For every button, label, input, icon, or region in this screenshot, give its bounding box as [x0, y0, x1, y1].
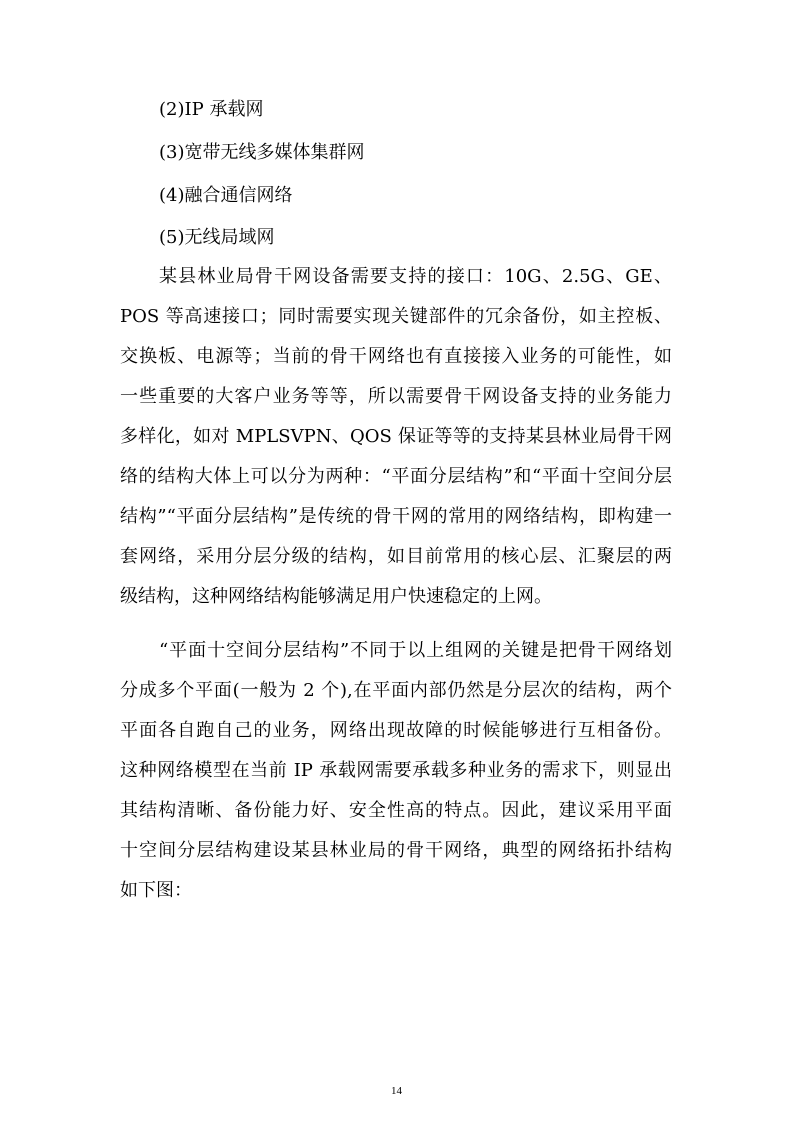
list-item-ip-network: (2)IP 承载网 [159, 99, 264, 120]
list-item-converged-communication: (4)融合通信网络 [159, 185, 293, 206]
paragraph-line: 多样化，如对 MPLSVPN、QOS 保证等等的支持某县林业局骨干网 [120, 426, 672, 447]
paragraph-line: 其结构清晰、备份能力好、安全性高的特点。因此，建议采用平面 [120, 800, 672, 821]
paragraph-line: “平面十空间分层结构”不同于以上组网的关键是把骨干网络划 [159, 640, 672, 661]
paragraph-backbone-interfaces [120, 257, 672, 617]
paragraph-line: 一些重要的大客户业务等等，所以需要骨干网设备支持的业务能力 [120, 386, 672, 407]
paragraph-line: 平面各自跑自己的业务，网络出现故障的时候能够进行互相备份。 [120, 720, 672, 741]
list-item-broadband-trunking: (3)宽带无线多媒体集群网 [159, 142, 365, 163]
paragraph-line: 如下图： [120, 880, 192, 901]
paragraph-line: 这种网络模型在当前 IP 承载网需要承载多种业务的需求下，则显出 [120, 760, 672, 781]
paragraph-line: 级结构，这种网络结构能够满足用户快速稳定的上网。 [120, 586, 552, 607]
paragraph-line: 结构”“平面分层结构”是传统的骨干网的常用的网络结构，即构建一 [120, 506, 672, 527]
paragraph-line: 十空间分层结构建设某县林业局的骨干网络，典型的网络拓扑结构 [120, 840, 672, 861]
paragraph-line: 分成多个平面(一般为 2 个),在平面内部仍然是分层次的结构，两个 [120, 680, 672, 701]
paragraph-line: 络的结构大体上可以分为两种：“平面分层结构”和“平面十空间分层 [120, 466, 672, 487]
paragraph-line: 套网络，采用分层分级的结构，如目前常用的核心层、汇聚层的两 [120, 546, 672, 567]
paragraph-plane-space-structure [120, 631, 672, 911]
list-item-wlan: (5)无线局域网 [159, 227, 275, 248]
paragraph-line: 某县林业局骨干网设备需要支持的接口：10G、2.5G、GE、 [159, 266, 672, 287]
paragraph-line: POS 等高速接口；同时需要实现关键部件的冗余备份，如主控板、 [120, 306, 672, 327]
paragraph-line: 交换板、电源等；当前的骨干网络也有直接接入业务的可能性，如 [120, 346, 672, 367]
page-number: 14 [391, 1085, 402, 1097]
